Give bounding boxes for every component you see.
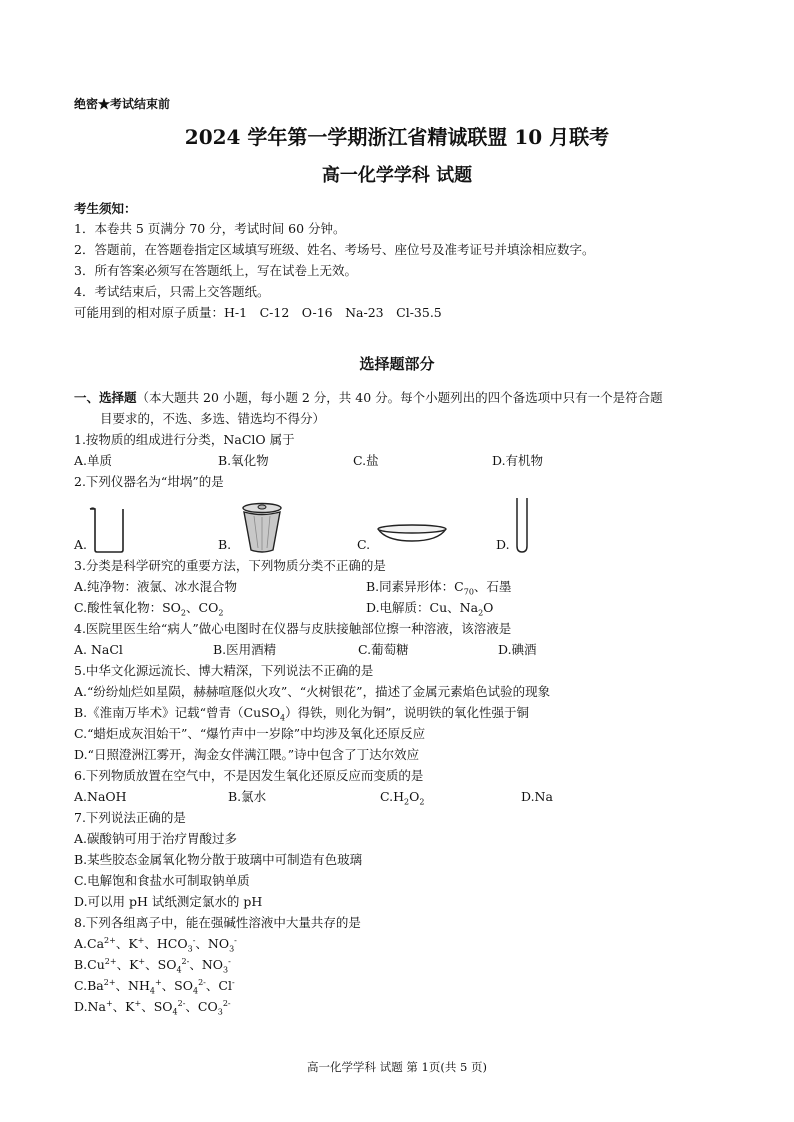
q5-option-b: B.《淮南万毕术》记载“曾青（CuSO$_4$）得铁，则化为铜”，说明铁的氧化性强于铜 <box>74 705 529 723</box>
notice-heading: 考生须知： <box>74 201 137 216</box>
q4-option-d: D.碘酒 <box>498 642 537 657</box>
q3-option-b: B.同素异形体：$C_{70}$、石墨 <box>366 579 512 597</box>
q1-option-b: B.氧化物 <box>218 453 269 468</box>
q3-stem: 3.分类是科学研究的重要方法，下列物质分类不正确的是 <box>74 558 386 573</box>
notice-item: 1．本卷共 5 页满分 70 分，考试时间 60 分钟。 <box>74 221 346 236</box>
q4-option-b: B.医用酒精 <box>213 642 277 657</box>
part1-heading <box>74 390 663 406</box>
q5-option-d: D.“日照澄洲江雾开，淘金女伴满江隈。”诗中包含了丁达尔效应 <box>74 747 420 762</box>
q6-option-b: B.氯水 <box>228 789 267 804</box>
notice-item: 3．所有答案必须写在答题纸上，写在试卷上无效。 <box>74 263 357 278</box>
q7-option-a: A.碳酸钠可用于治疗胃酸过多 <box>74 831 238 846</box>
q3-option-d: D.电解质：Cu、$Na_2O$ <box>366 600 494 618</box>
q2-option-c: C. <box>357 537 371 552</box>
q7-option-c: C.电解饱和食盐水可制取钠单质 <box>74 873 250 888</box>
exam-title: 2024 学年第一学期浙江省精诚联盟 10 月联考 <box>184 125 610 149</box>
q1-stem: 1.按物质的组成进行分类，NaClO 属于 <box>74 432 295 447</box>
q8-option-c: $C.Ba^{2+}$、$NH_4^+$、$SO_4^{2-}$、Cl- <box>74 977 235 996</box>
q8-stem: 8.下列各组离子中，能在强碱性溶液中大量共存的是 <box>74 915 361 930</box>
q4-stem: 4.医院里医生给“病人”做心电图时在仪器与皮肤接触部位擦一种溶液，该溶液是 <box>74 621 512 636</box>
notice-item: 2．答题前，在答题卷指定区域填写班级、姓名、考场号、座位号及准考证号并填涂相应数字。 <box>74 242 595 257</box>
q6-option-d: D.Na <box>521 789 553 804</box>
q1-option-d: D.有机物 <box>492 453 544 468</box>
page-footer: 高一化学学科 试题 第 1页(共 5 页) <box>307 1060 487 1074</box>
q4-option-a: A. NaCl <box>74 642 123 657</box>
q4-option-c: C.葡萄糖 <box>358 642 409 657</box>
q7-option-d: D.可以用 pH 试纸测定氯水的 pH <box>74 894 263 909</box>
q8-option-b: $B.Cu^{2+}$、K+、$SO_4^{2-}$、$NO_3^-$ <box>74 956 231 975</box>
q6-stem: 6.下列物质放置在空气中，不是因发生氧化还原反应而变质的是 <box>74 768 424 783</box>
evaporating-dish-icon <box>376 524 448 544</box>
q8-option-a: $A.Ca^{2+}$、K+、$HCO_3^-$、$NO_3^-$ <box>74 935 237 954</box>
q7-option-b: B.某些胶态金属氧化物分散于玻璃中可制造有色玻璃 <box>74 852 363 867</box>
part1-desc: （本大题共 20 小题，每小题 2 分，共 40 分。每个小题列出的四个备选项中只有一个是符合题 <box>136 390 663 405</box>
q5-stem: 5.中华文化源远流长、博大精深，下列说法不正确的是 <box>74 663 374 678</box>
q3-option-c: C.酸性氧化物：$SO_2$、$CO_2$ <box>74 600 224 618</box>
q2-stem: 2.下列仪器名为“坩埚”的是 <box>74 474 224 489</box>
q7-stem: 7.下列说法正确的是 <box>74 810 186 825</box>
part1-desc-cont: 目要求的，不选、多选、错选均不得分） <box>100 411 326 426</box>
q6-option-a: A.NaOH <box>74 789 127 804</box>
part1-label: 一、选择题 <box>74 390 137 405</box>
atomic-mass-line: 可能用到的相对原子质量：H-1 C-12 O-16 Na-23 Cl-35.5 <box>74 305 442 320</box>
q5-option-a: A.“纷纷灿烂如星陨，赫赫喧豗似火攻”、“火树银花”，描述了金属元素焰色试验的现象 <box>74 684 551 699</box>
q1-option-a: A.单质 <box>74 453 113 468</box>
q2-option-d: D. <box>496 537 510 552</box>
notice-item: 4．考试结束后，只需上交答题纸。 <box>74 284 270 299</box>
section-title: 选择题部分 <box>359 355 435 373</box>
q1-option-c: C.盐 <box>353 453 379 468</box>
secret-label: 绝密★考试结束前 <box>74 97 171 111</box>
q2-option-a: A. <box>74 537 88 552</box>
exam-subtitle: 高一化学学科 试题 <box>321 165 473 186</box>
q8-option-d: D.Na+、K+、$SO_4^{2-}$、$CO_3^{2-}$ <box>74 998 231 1017</box>
q3-option-a: A.纯净物：液氯、冰水混合物 <box>74 579 238 594</box>
q2-option-b: B. <box>218 537 232 552</box>
crucible-icon <box>240 502 284 554</box>
q6-option-c: $C.H_2O_2$ <box>380 789 425 807</box>
q5-option-c: C.“蜡炬成灰泪始干”、“爆竹声中一岁除”中均涉及氧化还原反应 <box>74 726 426 741</box>
test-tube-icon <box>514 496 530 554</box>
beaker-icon <box>88 506 128 554</box>
